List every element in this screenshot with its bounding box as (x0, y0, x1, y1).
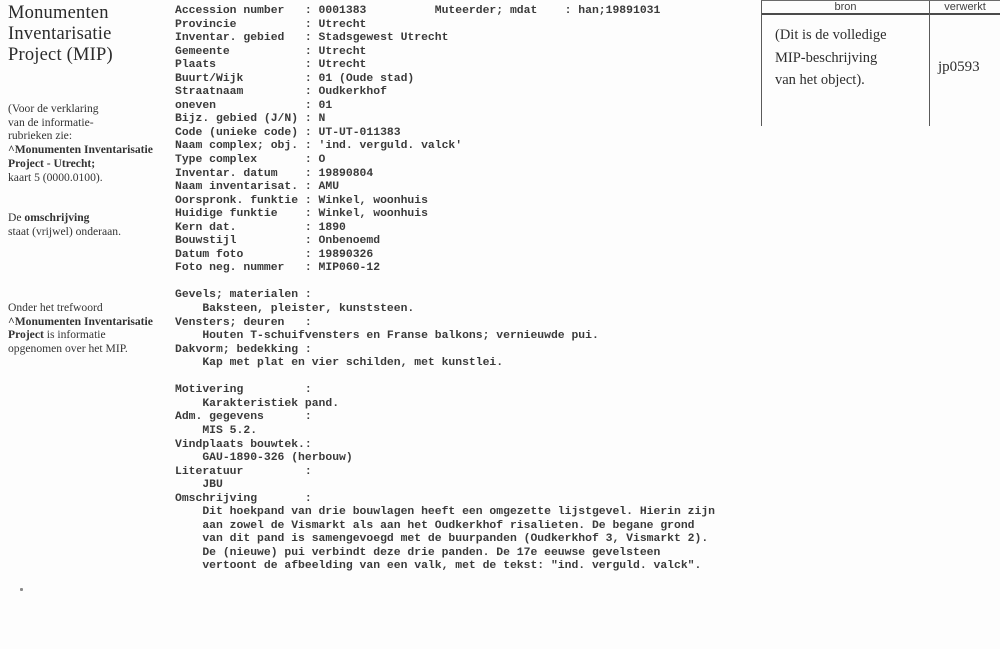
note-line: staat (vrijwel) onderaan. (8, 224, 121, 238)
blank-line (175, 276, 715, 290)
record-line: Huidige funktie : Winkel, woonhuis (175, 208, 428, 221)
record-line: Plaats : Utrecht (175, 59, 367, 72)
record-line: Dit hoekpand van drie bouwlagen heeft een omgezette lijstgevel. Hierin zijn (175, 506, 716, 519)
note-text-bold: omschrijving (24, 211, 90, 224)
record-line: Omschrijving : (175, 492, 312, 505)
record-line: Vensters; deuren : (175, 316, 312, 329)
page-title (8, 3, 113, 66)
record-line: Vindplaats bouwtek.: (175, 438, 312, 451)
bron-cell-line: MIP-beschrijving (775, 49, 878, 66)
note-line (8, 328, 153, 342)
bron-cell (762, 15, 929, 92)
note-line-bold: ^Monumenten Inventarisatie (8, 314, 153, 328)
record-line: aan zowel de Vismarkt als aan het Oudkerkhof risalieten. De begane grond (175, 519, 695, 532)
record-line: Dakvorm; bedekking : (175, 343, 312, 356)
verwerkt-column (929, 1, 1000, 126)
page-title-line: Project (MIP) (8, 45, 113, 65)
record-line: Naam inventarisat. : AMU (175, 181, 340, 194)
bron-cell-line: van het object). (775, 72, 865, 88)
record-line: GAU-1890-326 (herbouw) (175, 452, 353, 465)
record-line: Bouwstijl : Onbenoemd (175, 235, 381, 248)
record-line: Straatnaam : Oudkerkhof (175, 86, 387, 99)
scan-artifact-dot (20, 588, 23, 591)
source-table (761, 0, 1000, 126)
blank-line (175, 371, 715, 385)
page-title-line: Inventarisatie (8, 24, 112, 44)
record-line: Gevels; materialen : (175, 289, 312, 302)
note-text: De (8, 211, 25, 224)
record-line: Accession number : 0001383 Muteerder; mdat : han;19891031 (175, 5, 661, 17)
record-line: Bijz. gebied (J/N) : N (175, 113, 326, 126)
sidebar-note-trefwoord (8, 301, 153, 356)
note-line (8, 211, 121, 225)
record-line: MIS 5.2. (175, 424, 258, 437)
note-line-bold: ^Monumenten Inventarisatie (8, 143, 153, 157)
sidebar-note-verklaring (8, 102, 153, 184)
note-line: opgenomen over het MIP. (8, 342, 128, 356)
note-line: rubrieken zie: (8, 129, 73, 143)
record-line: Baksteen, pleister, kunststeen. (175, 303, 415, 316)
record-line: Houten T-schuifvensters en Franse balkons; vernieuwde pui. (175, 330, 599, 343)
note-text: is informatie (43, 328, 106, 342)
verwerkt-cell: jp0593 (938, 59, 980, 75)
page-title-line: Monumenten (8, 3, 109, 23)
record-line: Kern dat. : 1890 (175, 221, 346, 234)
record-line: Naam complex; obj. : 'ind. verguld. valck' (175, 140, 463, 153)
record-line: Inventar. datum : 19890804 (175, 167, 374, 180)
record-line: Buurt/Wijk : 01 (Oude stad) (175, 72, 415, 85)
note-line: van de informatie- (8, 115, 94, 129)
note-text-bold: Project (8, 328, 44, 342)
record-line: Code (unieke code) : UT-UT-011383 (175, 126, 401, 139)
note-line: (Voor de verklaring (8, 102, 99, 115)
bron-cell-line: (Dit is de volledige (775, 27, 887, 43)
record-line: De (nieuwe) pui verbindt deze drie panden. De 17e eeuwse gevelsteen (175, 546, 661, 559)
record-line: oneven : 01 (175, 99, 333, 112)
sidebar-note-omschrijving (8, 211, 121, 238)
note-line: Onder het trefwoord (8, 301, 103, 314)
record-line: van dit pand is samengevoegd met de buurpanden (Oudkerkhof 3, Vismarkt 2). (175, 533, 709, 546)
bron-column (761, 1, 929, 126)
record-line: Karakteristiek pand. (175, 397, 340, 410)
record-line: Datum foto : 19890326 (175, 248, 374, 261)
record-line: Adm. gegevens : (175, 411, 312, 424)
record-line: Motivering : (175, 384, 312, 397)
record-line: vertoont de afbeelding van een valk, met de tekst: "ind. verguld. valck". (175, 560, 702, 573)
record-line: Foto neg. nummer : MIP060-12 (175, 262, 381, 275)
note-line-bold: Project - Utrecht; (8, 156, 96, 170)
record-line: Inventar. gebied : Stadsgewest Utrecht (175, 32, 449, 45)
verwerkt-column-header: verwerkt (930, 1, 1000, 15)
mip-record-text (175, 5, 715, 574)
record-line: Provincie : Utrecht (175, 18, 367, 31)
record-line: Type complex : O (175, 154, 326, 167)
record-line: Literatuur : (175, 465, 312, 478)
record-line: JBU (175, 479, 223, 492)
record-line: Kap met plat en vier schilden, met kunstlei. (175, 357, 504, 370)
record-line: Gemeente : Utrecht (175, 45, 367, 58)
bron-column-header: bron (762, 1, 929, 15)
note-line: kaart 5 (0000.0100). (8, 170, 103, 184)
record-line: Oorspronk. funktie : Winkel, woonhuis (175, 194, 428, 207)
